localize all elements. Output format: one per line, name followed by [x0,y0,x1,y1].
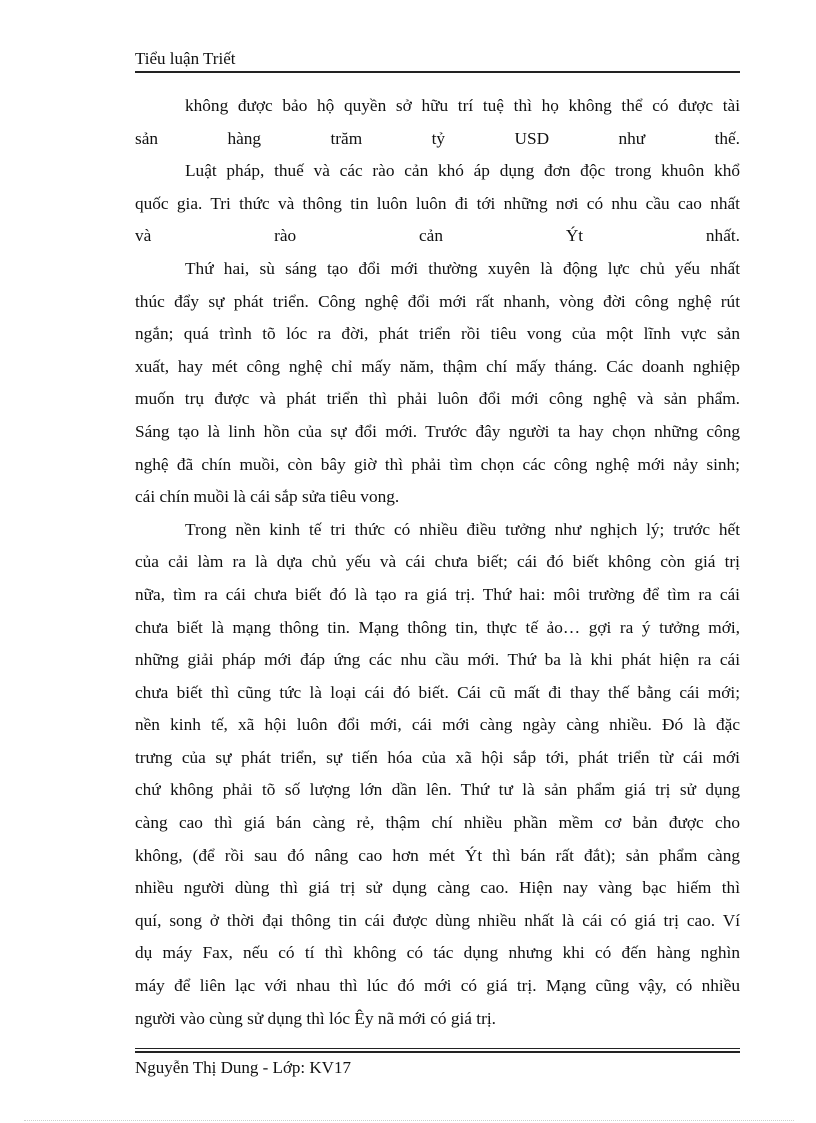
paragraph-line: Sáng tạo là linh hồn của sự đổi mới. Trước đây người ta hay chọn những công [135,421,740,441]
paragraph-line: sản hàng trăm tỷ USD như thế. [135,128,740,148]
paragraph-line: ngắn; quá trình tõ lóc ra đời, phát triển rồi tiêu vong của một lĩnh vực sản [135,324,740,344]
paragraph-line: quốc gia. Tri thức và thông tin luôn luôn đi tới những nơi có nhu cầu cao nhất [135,193,740,213]
paragraph-line: xuất, hay mét công nghệ chỉ mấy năm, thậm chí mấy tháng. Các doanh nghiệp [135,356,740,376]
paragraph-line: máy để liên lạc với nhau thì lúc đó mới có giá trị. Mạng cũng vậy, có nhiều [135,976,740,996]
paragraph-line: người vào cùng sử dụng thì lóc Êy nã mới có giá trị. [135,1008,496,1028]
footer-author: Nguyễn Thị Dung - Lớp: KV17 [135,1058,351,1077]
paragraph-line: cái chín muồi là cái sắp sửa tiêu vong. [135,487,400,507]
paragraph-line: Trong nền kinh tế tri thức có nhiều điều tưởng như nghịch lý; trước hết [185,519,740,539]
paragraph-line: thúc đẩy sự phát triển. Công nghệ đổi mới rất nhanh, vòng đời công nghệ rút [135,291,740,311]
paragraph-line: Luật pháp, thuế và các rào cản khó áp dụng đơn độc trong khuôn khổ [185,161,740,181]
page-header [135,47,740,73]
paragraph-line: Thứ hai, sù sáng tạo đổi mới thường xuyên là động lực chủ yếu nhất [185,258,740,278]
paragraph-line: quí, song ở thời đại thông tin cái được dùng nhiều nhất là cái có giá trị cao. Ví [135,910,740,930]
paragraph-line: chưa biết là mạng thông tin. Mạng thông tin, thực tế ảo… gợi ra ý tưởng mới, [135,617,740,637]
body-text [135,90,740,1035]
paragraph-line: của cải làm ra là dựa chủ yếu và cái chưa biết; cái đó biết không còn giá trị [135,552,740,572]
paragraph-line: không được bảo hộ quyền sở hữu trí tuệ thì họ không thể có được tài [185,96,740,115]
paragraph-line: chưa biết thì cũng tức là loại cái đó biết. Cái cũ mất đi thay thế bằng cái mới; [135,682,740,702]
footer-rule [135,1048,740,1049]
paragraph-line: nhiều người dùng thì giá trị sử dụng càng cao. Hiện nay vàng bạc hiếm thì [135,878,740,898]
page-footer [135,1056,351,1080]
paragraph-line: những giải pháp mới đáp ứng các nhu cầu mới. Thứ ba là khi phát hiện ra cái [135,650,740,670]
paragraph-line: nghệ đã chín muồi, còn bây giờ thì phải tìm chọn các công nghệ mới nảy sinh; [135,454,740,474]
paragraph-line: nữa, tìm ra cái chưa biết đó là tạo ra giá trị. Thứ hai: môi trường để tìm ra cái [135,584,740,604]
footer-rule [135,1051,740,1053]
paragraph-line: muốn trụ được và phát triển thì phải luôn đổi mới công nghệ và sản phẩm. [135,389,740,409]
paragraph-line: nền kinh tế, xã hội luôn đổi mới, cái mới càng ngày càng nhiều. Đó là đặc [135,715,740,735]
paragraph-line: không, (để rồi sau đó nâng cao hơn mét Ýt thì bán rất đắt); sản phẩm càng [135,845,740,865]
paragraph-line: chứ không phải tõ số lượng lớn dần lên. Thứ tư là sản phẩm giá trị sử dụng [135,780,740,800]
header-title: Tiểu luận Triết [135,49,236,68]
paragraph-line: dụ máy Fax, nếu có tí thì không có tác dụng nhưng khi có đến hàng nghìn [135,943,740,963]
paragraph-line: và rào cản Ýt nhất. [135,226,740,246]
paragraph-line: càng cao thì giá bán càng rẻ, thậm chí nhiều phần mềm cơ bản được cho [135,813,740,833]
paragraph-line: trưng của sự phát triển, sự tiến hóa của xã hội sắp tới, phát triển từ cái mới [135,747,740,767]
page-edge-divider [24,1120,794,1121]
